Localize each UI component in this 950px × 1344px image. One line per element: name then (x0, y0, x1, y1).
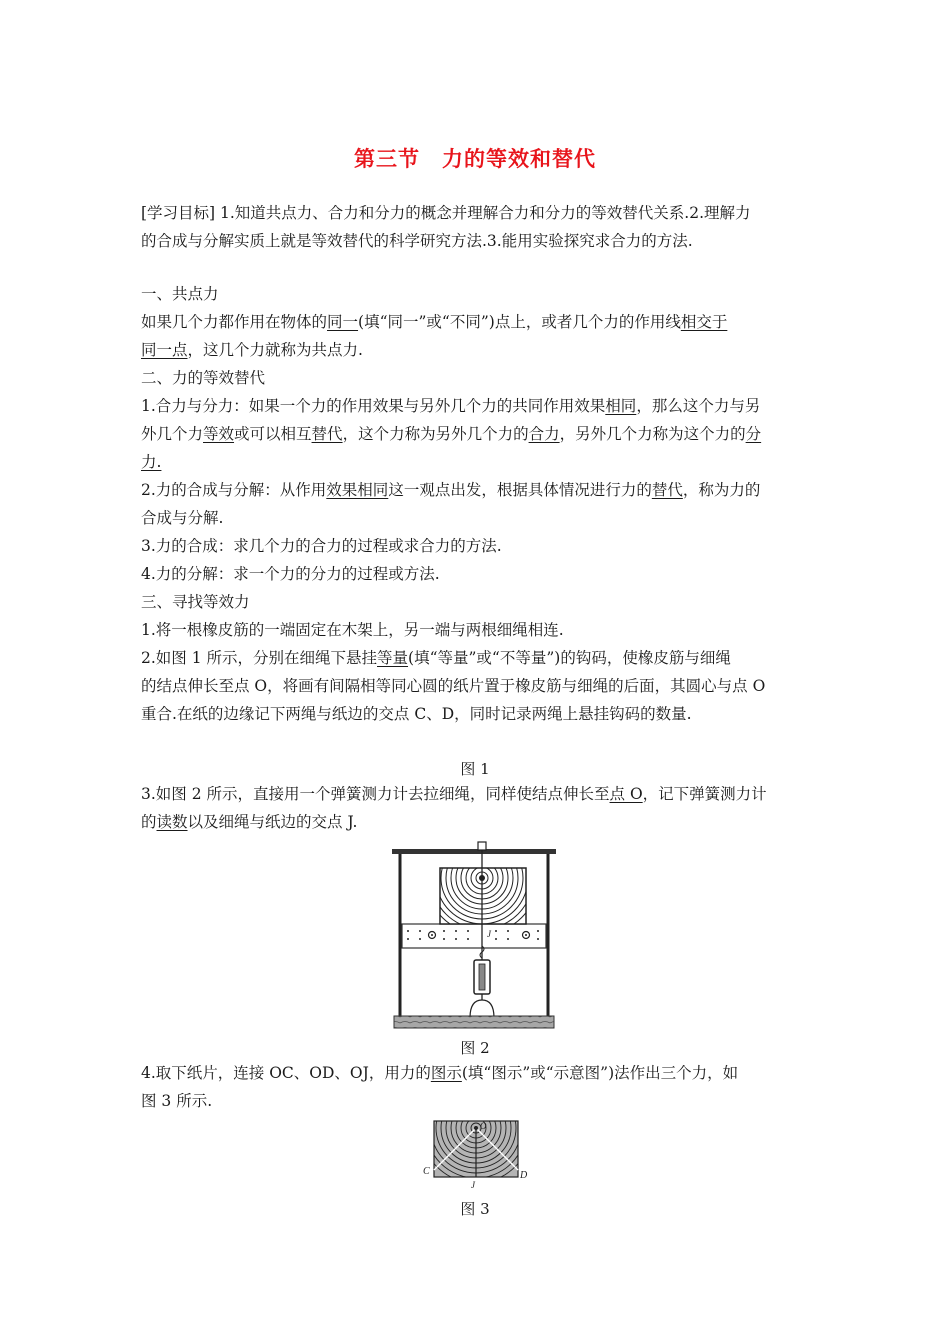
figure-1-caption: 图 1 (460, 760, 490, 778)
answer-blank: 相交于 (680, 313, 728, 331)
figure-3-force-diagram (420, 1118, 532, 1190)
section-1-line-2 (141, 340, 811, 360)
text: ，另外几个力称为这个力的 (559, 425, 746, 443)
answer-blank: 同一 (327, 313, 359, 331)
section-2-p4: 4.力的分解：求一个力的分力的过程或方法. (141, 565, 440, 583)
text: (填“等量”或“不等量”)的钩码，使橡皮筋与细绳 (408, 649, 731, 667)
objectives-line-1: [学习目标] 1.知道共点力、合力和分力的概念并理解合力和分力的等效替代关系.2.理解力 (141, 204, 751, 222)
text: 或可以相互 (234, 425, 312, 443)
text: 的 (141, 813, 157, 831)
text: 1.合力与分力：如果一个力的作用效果与另外几个力的共同作用效果 (141, 397, 606, 415)
answer-blank: 相同 (605, 397, 637, 415)
answer-blank: 图示 (430, 1064, 462, 1082)
section-1-heading: 一、共点力 (141, 285, 219, 303)
section-2-heading: 二、力的等效替代 (141, 369, 266, 387)
clamp (478, 842, 486, 850)
section-2-p1-line-3 (141, 452, 811, 472)
wooden-base (394, 1016, 554, 1028)
answer-blank: 等量 (377, 649, 409, 667)
point-o (474, 1126, 478, 1130)
answer-blank: 合力 (528, 425, 560, 443)
label-j: J (471, 1180, 475, 1190)
answer-blank: 等效 (203, 425, 235, 443)
label-d: D (520, 1170, 528, 1181)
section-3-p3-line-1 (141, 784, 811, 804)
text: 2.力的合成与分解：从作用 (141, 481, 327, 499)
section-3-p2-line-2: 的结点伸长至点 O，将画有间隔相等同心圆的纸片置于橡皮筋与细绳的后面，其圆心与点 O (141, 677, 766, 695)
section-2-p2-line-1 (141, 480, 811, 500)
text: ，称为力的 (682, 481, 761, 499)
label-o: O (480, 1121, 487, 1131)
page-title: 第三节 力的等效和替代 (354, 147, 596, 171)
section-2-p1-line-2 (141, 424, 811, 444)
answer-blank: 替代 (651, 481, 683, 499)
frame-top-bar (392, 849, 556, 854)
label-j: J (487, 929, 491, 939)
section-3-p3-line-2 (141, 812, 811, 832)
answer-blank: 替代 (311, 425, 343, 443)
answer-blank: 效果相同 (326, 481, 389, 499)
section-3-heading: 三、寻找等效力 (141, 593, 250, 611)
spring-scale-window (479, 964, 485, 990)
text: 如果几个力都作用在物体的 (141, 313, 328, 331)
answer-blank: 点 O (609, 785, 643, 803)
text: 外几个力 (141, 425, 204, 443)
figure-2-caption: 图 2 (460, 1039, 490, 1057)
text: 2.如图 1 所示，分别在细绳下悬挂 (141, 649, 378, 667)
text: 3.如图 2 所示，直接用一个弹簧测力计去拉细绳，同样使结点伸长至 (141, 785, 610, 803)
text: ，这个力称为另外几个力的 (342, 425, 529, 443)
pulley-left-center (431, 934, 433, 936)
section-2-p3: 3.力的合成：求几个力的合力的过程或求合力的方法. (141, 537, 502, 555)
text: 4.取下纸片，连接 OC、OD、OJ，用力的 (141, 1064, 431, 1082)
section-3-p1: 1.将一根橡皮筋的一端固定在木架上，另一端与两根细绳相连. (141, 621, 564, 639)
section-1-line-1 (141, 312, 811, 332)
answer-blank: 力. (141, 453, 162, 471)
text: (填“同一”或“不同”)点上，或者几个力的作用线 (358, 313, 681, 331)
text: 以及细绳与纸边的交点 J. (187, 813, 358, 831)
text: ，那么这个力与另 (636, 397, 761, 415)
frame-cross-board (402, 924, 546, 948)
answer-blank: 读数 (156, 813, 188, 831)
section-3-p4-line-1 (141, 1063, 811, 1083)
pulley-right-center (525, 934, 527, 936)
section-2-p1-line-1 (141, 396, 811, 416)
text: 这一观点出发，根据具体情况进行力的 (388, 481, 652, 499)
figure-3-caption: 图 3 (460, 1200, 490, 1218)
text: ，这几个力就称为共点力. (187, 341, 363, 359)
point-o-marker (479, 875, 485, 881)
answer-blank: 同一点 (141, 341, 188, 359)
objectives-line-2: 的合成与分解实质上就是等效替代的科学研究方法.3.能用实验探究求合力的方法. (141, 232, 693, 250)
hand (470, 1000, 494, 1018)
section-3-p2-line-3: 重合.在纸的边缘记下两绳与纸边的交点 C、D，同时记录两绳上悬挂钩码的数量. (141, 705, 692, 723)
section-3-p4-line-2: 图 3 所示. (141, 1092, 213, 1110)
label-c: C (423, 1166, 430, 1177)
section-2-p2-line-2: 合成与分解. (141, 509, 224, 527)
text: (填“图示”或“示意图”)法作出三个力，如 (461, 1064, 739, 1082)
text: ，记下弹簧测力计 (642, 785, 767, 803)
section-3-p2-line-1 (141, 648, 811, 668)
figure-2-apparatus (390, 840, 560, 1032)
answer-blank: 分 (745, 425, 762, 443)
